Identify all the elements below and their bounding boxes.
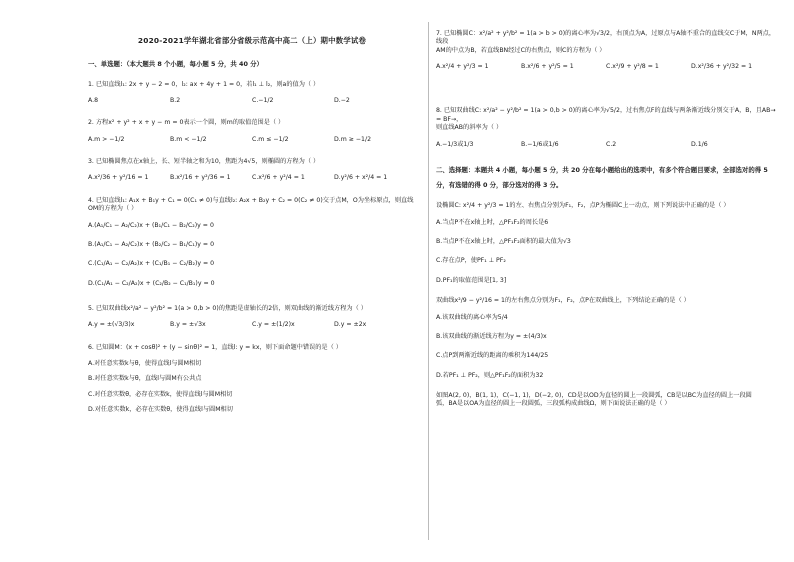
option-c: C.点P到两渐近线的距离的乘积为144/25 — [436, 352, 549, 360]
question-10 — [436, 297, 776, 380]
options-column — [436, 219, 776, 285]
option-a: A.当点P不在x轴上时，△PF₁F₂的周长是6 — [436, 218, 549, 226]
question-11 — [436, 392, 776, 409]
question-6 — [88, 344, 416, 415]
exam-title: 2020-2021学年湖北省部分省级示范高中高二（上）期中数学试卷 — [137, 36, 367, 45]
question-stem: 4. 已知直线l₁: A₁x + B₁y + C₁ = 0(C₁ ≠ 0)与直线l₂: A₂x + B₂y + C₂ = 0(C₂ ≠ 0)交于点M，O为坐标原点，则直线OM的方程为（ ） — [88, 196, 414, 213]
option-a: A.对任意实数k与θ，使得直线l与圆M相切 — [88, 360, 202, 368]
option-c: C.2 — [606, 140, 617, 148]
option-b: B.(A₁/C₁ − A₂/C₂)x + (B₂/C₂ − B₁/C₁)y = 0 — [88, 240, 215, 248]
question-stem: 双曲线x²/9 − y²/16 = 1的左右焦点分别为F₁，F₂，点P在双曲线上，下列结论正确的是（ ） — [436, 297, 690, 305]
question-stem-line-2: 弧，BA是以OA为直径的圆上一段圆弧，三段弧构成曲线Ω，则下面说法正确的是（ ） — [436, 400, 671, 408]
option-c: C.对任意实数θ，必存在实数k，使得直线l与圆M相切 — [88, 390, 233, 398]
question-stem: 6. 已知圆M：(x + cosθ)² + (y − sinθ)² = 1，直线l: y = kx，则下面命题中错误的是（ ） — [88, 343, 342, 351]
question-1 — [88, 81, 416, 106]
options-row — [436, 141, 776, 149]
question-9 — [436, 202, 776, 285]
option-a: A.x²/4 + y²/3 = 1 — [436, 63, 489, 71]
options-row — [88, 97, 416, 105]
option-a: A.x²/36 + y²/16 = 1 — [88, 174, 149, 182]
option-d: D.若PF₁ ⊥ PF₂，则△PF₁F₂的面积为32 — [436, 371, 544, 379]
options-column — [88, 222, 416, 288]
section-2-header: 二、选择题：本题共 4 小题，每小题 5 分，共 20 分在每小题给出的选项中，有多个符合题目要求，全部选对的得 5 分，有选错的得 0 分，部分选对的得 3 分。 — [436, 165, 768, 189]
option-b: B.x²/16 + y²/36 = 1 — [170, 174, 231, 182]
question-4 — [88, 197, 416, 288]
option-a: A.−1/3或1/3 — [436, 140, 474, 148]
question-stem: 3. 已知椭圆焦点在x轴上，长、短半轴之和为10，焦距为4√5，则椭圆的方程为（ ） — [88, 158, 320, 166]
option-b: B.对任意实数k与θ，直线l与圆M有公共点 — [88, 375, 202, 383]
option-c: C.−1/2 — [252, 96, 274, 104]
options-column — [88, 360, 416, 414]
option-b: B.2 — [170, 96, 181, 104]
question-8 — [436, 107, 776, 148]
question-stem-line-1: 7. 已知椭圆C：x²/a² + y²/b² = 1(a > b > 0)的离心率为√3/2，右顶点为A，过原点与A轴不重合的直线交C于M，N两点，线段 — [436, 30, 776, 46]
question-stem-line-2: 则直线AB的斜率为（ ） — [436, 124, 503, 132]
option-c: C.(C₁/A₁ − C₂/A₂)x + (C₁/B₁ − C₂/B₂)y = 0 — [88, 260, 215, 268]
right-column — [436, 30, 776, 552]
left-column — [88, 30, 416, 552]
option-a: A.y = ±(√3/3)x — [88, 321, 135, 329]
option-b: B.x²/6 + y²/5 = 1 — [521, 63, 574, 71]
option-a: A.该双曲线的离心率为5/4 — [436, 313, 508, 321]
option-c: C.x²/6 + y²/4 = 1 — [252, 174, 305, 182]
option-d: D.m ≥ −1/2 — [334, 135, 372, 143]
option-d: D.y = ±2x — [334, 321, 367, 329]
question-5 — [88, 305, 416, 330]
question-3 — [88, 158, 416, 183]
option-d: D.(C₁/A₁ − C₂/A₂)x + (C₂/B₂ − C₁/B₁)y = 0 — [88, 279, 215, 287]
options-row — [88, 174, 416, 182]
question-stem: 1. 已知直线l₁: 2x + y − 2 = 0，l₂: ax + 4y + 1 = 0，若l₁ ⊥ l₂，则a的值为（ ） — [88, 80, 320, 88]
option-d: D.x²/36 + y²/32 = 1 — [691, 63, 753, 71]
option-c: C.x²/9 + y²/8 = 1 — [606, 63, 659, 71]
section-1-header: 一、单选题：（本大题共 8 个小题，每小题 5 分，共 40 分） — [88, 59, 263, 68]
question-stem-line-1: 8. 已知双曲线C: x²/a² − y²/b² = 1(a > 0,b > 0)的离心率为√5/2，过右焦点F的直线与两条渐近线分别交于A，B，且AB→ = BF→， — [436, 107, 776, 123]
option-a: A.(A₁/C₁ − A₂/C₂)x + (B₁/C₁ − B₂/C₂)y = 0 — [88, 221, 214, 229]
question-stem-line-1: 如图A(2, 0)，B(1, 1)，C(−1, 1)，D(−2, 0)，CD是以OD为直径的圆上一段圆弧，CB是以BC为直径的圆上一段圆 — [436, 391, 752, 399]
question-stem: 设椭圆C: x²/4 + y²/3 = 1的左、右焦点分别为F₁，F₂，点P为椭圆C上一动点，则下列说法中正确的是（ ） — [436, 202, 730, 210]
option-a: A.8 — [88, 96, 99, 104]
column-divider — [428, 22, 429, 540]
option-b: B.−1/6或1/6 — [521, 140, 559, 148]
options-row — [88, 136, 416, 144]
option-b: B.y = ±√3x — [170, 321, 206, 329]
options-column — [436, 314, 776, 380]
option-d: D.PF₁的取值范围是[1, 3] — [436, 276, 507, 284]
option-d: D.1/6 — [691, 140, 708, 148]
option-c: C.m ≤ −1/2 — [252, 135, 289, 143]
options-row — [436, 63, 776, 71]
option-b: B.当点P不在x轴上时，△PF₁F₂面积的最大值为√3 — [436, 238, 571, 246]
option-c: C.y = ±(1/2)x — [252, 321, 295, 329]
option-c: C.存在点P，使PF₁ ⊥ PF₂ — [436, 257, 506, 265]
question-stem: 5. 已知双曲线x²/a² − y²/b² = 1(a > 0,b > 0)的焦距是虚轴长的2倍，则双曲线的渐近线方程为（ ） — [88, 304, 367, 312]
options-row — [88, 321, 416, 329]
option-d: D.y²/6 + x²/4 = 1 — [334, 174, 388, 182]
question-2 — [88, 119, 416, 144]
option-b: B.m < −1/2 — [170, 135, 207, 143]
option-d: D.−2 — [334, 96, 350, 104]
option-a: A.m > −1/2 — [88, 135, 125, 143]
option-b: B.该双曲线的渐近线方程为y = ±(4/3)x — [436, 332, 547, 340]
question-stem-line-2: AM的中点为B，若直线BN经过C的右焦点，则C的方程为（ ） — [436, 46, 606, 54]
option-d: D.对任意实数k，必存在实数θ，使得直线l与圆M相切 — [88, 406, 233, 414]
question-7 — [436, 30, 776, 71]
question-stem: 2. 方程x² + y² + x + y − m = 0表示一个圆，则m的取值范围是（ ） — [88, 119, 285, 127]
